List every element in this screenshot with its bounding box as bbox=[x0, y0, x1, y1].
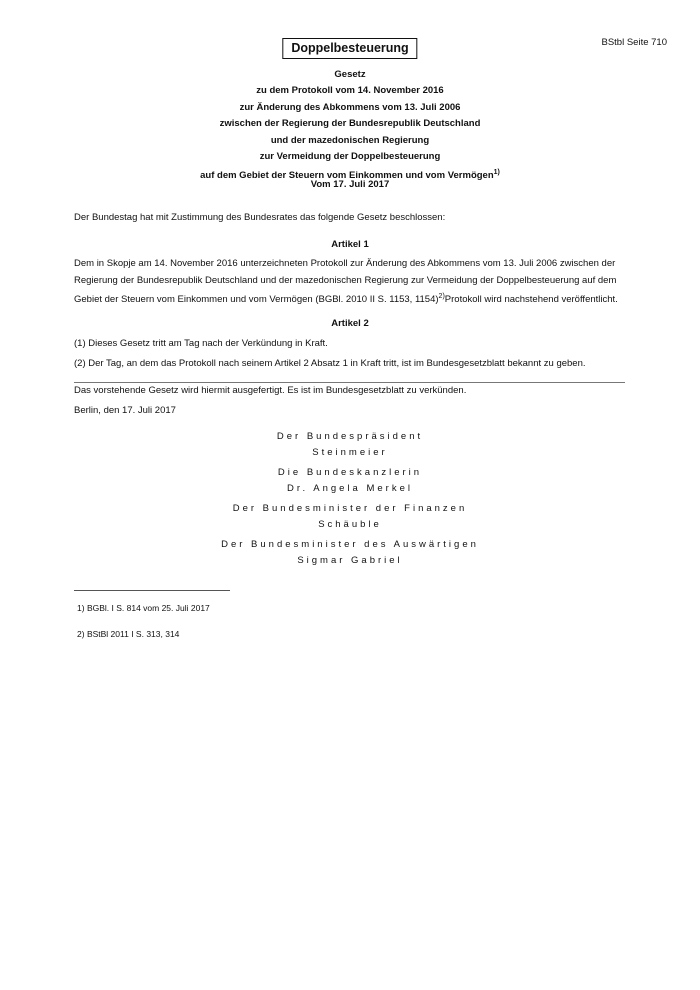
article-1-heading: Artikel 1 bbox=[331, 239, 369, 250]
signature-office: Der Bundesminister des Auswärtigen bbox=[221, 539, 479, 550]
footnote-marker-2: 2) bbox=[438, 293, 445, 301]
place-date: Berlin, den 17. Juli 2017 bbox=[74, 405, 176, 416]
footnote-divider bbox=[74, 590, 230, 591]
signature-block bbox=[0, 501, 700, 533]
signature-office: Die Bundeskanzlerin bbox=[277, 467, 423, 478]
closing-statement: Das vorstehende Gesetz wird hiermit ausgefertigt. Es ist im Bundesgesetzblatt zu verkünden. bbox=[74, 385, 467, 396]
title-line: zur Vermeidung der Doppelbesteuerung bbox=[259, 151, 441, 163]
law-title bbox=[75, 67, 625, 185]
signature-name: Schäuble bbox=[318, 519, 382, 530]
signature-office: Der Bundesminister der Finanzen bbox=[232, 503, 468, 514]
signature-name: Steinmeier bbox=[312, 447, 388, 458]
footnote-1 bbox=[77, 603, 210, 613]
title-line: auf dem Gebiet der Steuern vom Einkommen und vom Vermögen bbox=[200, 170, 494, 182]
article-1-body-end: Protokoll wird nachstehend veröffentlicht. bbox=[444, 294, 618, 306]
signature-block bbox=[0, 465, 700, 497]
signature-block bbox=[0, 429, 700, 461]
signature-name: Sigmar Gabriel bbox=[297, 555, 403, 566]
title-line: und der mazedonischen Regierung bbox=[270, 134, 430, 146]
signatures bbox=[0, 429, 700, 573]
footnote-marker-1: 1) bbox=[493, 169, 500, 177]
footnote-marker: 1) bbox=[77, 603, 85, 613]
title-line: zu dem Protokoll vom 14. November 2016 bbox=[256, 85, 444, 97]
intro-paragraph: Der Bundestag hat mit Zustimmung des Bundesrates das folgende Gesetz beschlossen: bbox=[74, 212, 446, 223]
title-line: zur Änderung des Abkommens vom 13. Juli 2006 bbox=[239, 101, 461, 113]
article-2-para-1: (1) Dieses Gesetz tritt am Tag nach der Verkündung in Kraft. bbox=[74, 338, 328, 349]
signature-block bbox=[0, 537, 700, 569]
footnote-marker: 2) bbox=[77, 629, 85, 639]
footnote-text: BGBl. I S. 814 vom 25. Juli 2017 bbox=[86, 603, 210, 613]
footnote-2 bbox=[77, 629, 179, 639]
article-1-body: Dem in Skopje am 14. November 2016 unterzeichneten Protokoll zur Änderung des Abkommens vom 13. Juli 2006 zwischen der Regierung der Bundesrepublik Deutschland und der mazedonischen Regierung zur Vermeidung der Doppelbesteuerung auf dem Gebiet der Steuern vom Einkommen und vom Vermögen (BGBl. 2010 II S. 1153, 1154) bbox=[74, 258, 617, 306]
signature-name: Dr. Angela Merkel bbox=[287, 483, 413, 494]
title-line: zwischen der Regierung der Bundesrepublik Deutschland bbox=[219, 118, 481, 130]
document-heading-box: Doppelbesteuerung bbox=[282, 38, 417, 59]
law-date: Vom 17. Juli 2017 bbox=[310, 179, 390, 190]
page-reference: BStbl Seite 710 bbox=[601, 37, 667, 48]
article-2-heading: Artikel 2 bbox=[331, 318, 369, 329]
title-line: Gesetz bbox=[334, 69, 366, 80]
article-1-text bbox=[74, 256, 626, 309]
signature-office: Der Bundespräsident bbox=[276, 431, 424, 442]
article-2-para-2: (2) Der Tag, an dem das Protokoll nach seinem Artikel 2 Absatz 1 in Kraft tritt, ist im Bundesgesetzblatt bekannt zu geben. bbox=[74, 358, 586, 369]
footnote-text: BStBl 2011 I S. 313, 314 bbox=[86, 629, 180, 639]
